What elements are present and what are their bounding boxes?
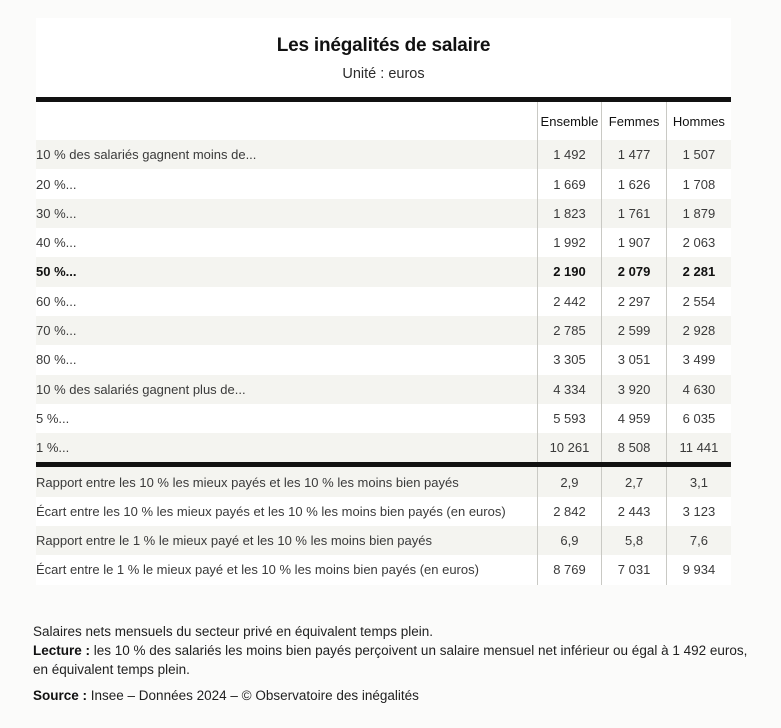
footnotes [33, 622, 748, 679]
table-row [36, 375, 731, 404]
cell-femmes: 2 599 [602, 316, 667, 345]
source-text: Insee – Données 2024 – © Observatoire des inégalités [87, 688, 419, 703]
cell-ensemble: 2,9 [537, 467, 602, 496]
row-label: 30 %... [36, 199, 537, 228]
row-label: 10 % des salariés gagnent plus de... [36, 375, 537, 404]
cell-ensemble: 5 593 [537, 404, 602, 433]
note-reading-label: Lecture : [33, 643, 91, 659]
row-label: Rapport entre les 10 % les mieux payés et les 10 % les moins bien payés [36, 467, 537, 496]
row-label: 10 % des salariés gagnent moins de... [36, 140, 537, 169]
cell-hommes: 9 934 [666, 555, 731, 584]
note-reading-text: les 10 % des salariés les moins bien payés perçoivent un salaire mensuel net inférieur ou égal à 1 492 euros, en équivalent temps plein. [33, 643, 748, 678]
cell-femmes: 5,8 [602, 526, 667, 555]
table-row [36, 140, 731, 169]
table-body-block-1 [36, 140, 731, 462]
cell-hommes: 7,6 [666, 526, 731, 555]
cell-femmes: 1 626 [602, 169, 667, 198]
data-table-block-2 [36, 467, 731, 584]
cell-femmes: 1 907 [602, 228, 667, 257]
cell-ensemble: 2 442 [537, 287, 602, 316]
column-header-femmes: Femmes [602, 102, 667, 140]
cell-ensemble: 3 305 [537, 345, 602, 374]
table-body-block-2 [36, 467, 731, 584]
table-header [36, 102, 731, 140]
table-header-row [36, 102, 731, 140]
table-row [36, 287, 731, 316]
cell-hommes: 11 441 [666, 433, 731, 462]
cell-hommes: 1 507 [666, 140, 731, 169]
page-subtitle: Unité : euros [342, 65, 425, 82]
row-label: Rapport entre le 1 % le mieux payé et les 10 % les moins bien payés [36, 526, 537, 555]
source-label: Source : [33, 688, 88, 703]
table-row [36, 433, 731, 462]
cell-ensemble: 10 261 [537, 433, 602, 462]
cell-femmes: 1 761 [602, 199, 667, 228]
cell-femmes: 8 508 [602, 433, 667, 462]
cell-femmes: 3 920 [602, 375, 667, 404]
chart-card [36, 18, 731, 585]
row-label: 80 %... [36, 345, 537, 374]
cell-ensemble: 2 785 [537, 316, 602, 345]
title-block [36, 18, 731, 97]
cell-ensemble: 6,9 [537, 526, 602, 555]
table-row [36, 169, 731, 198]
cell-hommes: 3 499 [666, 345, 731, 374]
cell-ensemble: 1 669 [537, 169, 602, 198]
cell-femmes: 4 959 [602, 404, 667, 433]
table-row [36, 316, 731, 345]
table-row [36, 199, 731, 228]
table-row [36, 497, 731, 526]
cell-femmes: 2 443 [602, 497, 667, 526]
cell-ensemble: 8 769 [537, 555, 602, 584]
table-row [36, 526, 731, 555]
cell-ensemble: 2 842 [537, 497, 602, 526]
cell-femmes: 2 079 [602, 257, 667, 286]
cell-hommes: 3 123 [666, 497, 731, 526]
cell-ensemble: 2 190 [537, 257, 602, 286]
row-label: 1 %... [36, 433, 537, 462]
cell-ensemble: 1 492 [537, 140, 602, 169]
cell-hommes: 3,1 [666, 467, 731, 496]
row-label: 70 %... [36, 316, 537, 345]
data-table-block-1 [36, 102, 731, 462]
column-header-hommes: Hommes [666, 102, 731, 140]
source-line [33, 688, 419, 703]
table-row [36, 404, 731, 433]
column-header-ensemble: Ensemble [537, 102, 602, 140]
row-label: 5 %... [36, 404, 537, 433]
cell-ensemble: 1 823 [537, 199, 602, 228]
row-label: 40 %... [36, 228, 537, 257]
row-label: 20 %... [36, 169, 537, 198]
column-header-label [36, 102, 537, 140]
cell-femmes: 1 477 [602, 140, 667, 169]
table-row [36, 467, 731, 496]
cell-ensemble: 1 992 [537, 228, 602, 257]
cell-hommes: 2 281 [666, 257, 731, 286]
cell-hommes: 4 630 [666, 375, 731, 404]
cell-hommes: 6 035 [666, 404, 731, 433]
table-row [36, 228, 731, 257]
cell-hommes: 1 708 [666, 169, 731, 198]
row-label: 50 %... [36, 257, 537, 286]
cell-hommes: 2 063 [666, 228, 731, 257]
cell-hommes: 2 554 [666, 287, 731, 316]
table-row [36, 555, 731, 584]
row-label: Écart entre les 10 % les mieux payés et les 10 % les moins bien payés (en euros) [36, 497, 537, 526]
cell-hommes: 1 879 [666, 199, 731, 228]
row-label: 60 %... [36, 287, 537, 316]
page-title: Les inégalités de salaire [276, 35, 491, 56]
row-label: Écart entre le 1 % le mieux payé et les 10 % les moins bien payés (en euros) [36, 555, 537, 584]
note-reading [33, 641, 748, 679]
cell-hommes: 2 928 [666, 316, 731, 345]
cell-femmes: 2,7 [602, 467, 667, 496]
table-row [36, 257, 731, 286]
table-row [36, 345, 731, 374]
cell-ensemble: 4 334 [537, 375, 602, 404]
cell-femmes: 2 297 [602, 287, 667, 316]
note-scope: Salaires nets mensuels du secteur privé en équivalent temps plein. [33, 624, 433, 639]
cell-femmes: 7 031 [602, 555, 667, 584]
cell-femmes: 3 051 [602, 345, 667, 374]
